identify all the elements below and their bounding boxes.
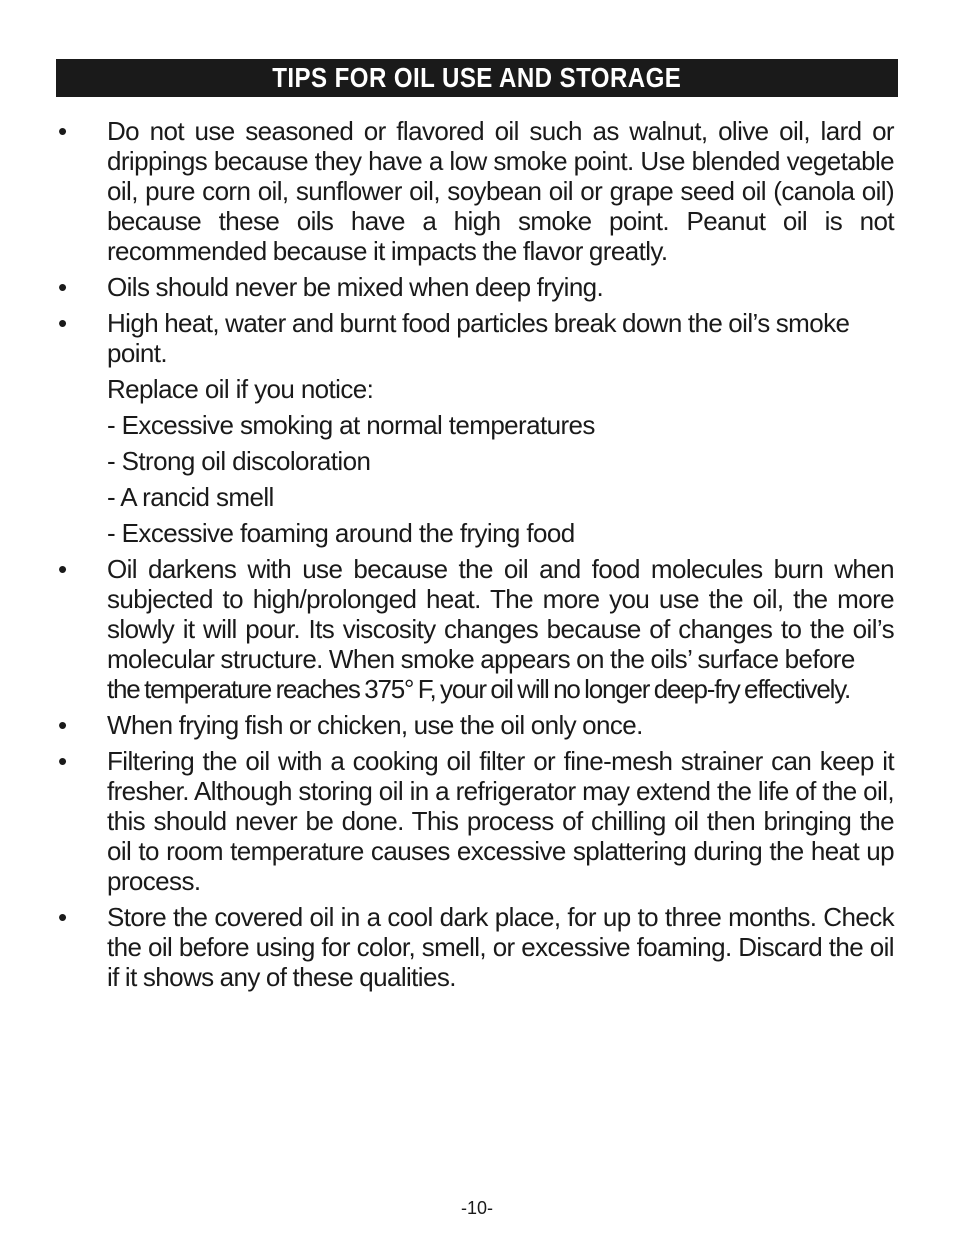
bullet-icon: • xyxy=(58,116,68,146)
bullet-icon: • xyxy=(58,746,68,776)
list-item xyxy=(56,116,894,266)
item-text: Do not use seasoned or flavored oil such as walnut, olive oil, lard or drippings because they have a low smoke point. Use blended vegetable oil, pure corn oil, sunflower oil, soybean oil or grape seed oil (canola oil) because these oils have a high smoke point. Peanut oil is not recommended because it impacts the flavor greatly. xyxy=(107,116,894,266)
list-item xyxy=(56,272,894,302)
list-item xyxy=(56,710,894,740)
item-text: Store the covered oil in a cool dark place, for up to three months. Check the oil before using for color, smell, or excessive foaming. Discard the oil if it shows any of these qualities. xyxy=(107,902,894,992)
bullet-icon: • xyxy=(58,308,68,338)
list-item xyxy=(56,746,894,896)
bullet-icon: • xyxy=(58,710,68,740)
bullet-icon: • xyxy=(58,554,68,584)
replace-oil-intro: Replace oil if you notice: xyxy=(107,374,374,404)
tips-list xyxy=(56,116,894,998)
sublist-item: - Excessive smoking at normal temperatures xyxy=(107,410,595,440)
section-title: TIPS FOR OIL USE AND STORAGE xyxy=(272,62,682,93)
item-text: When frying fish or chicken, use the oil only once. xyxy=(107,710,643,740)
item-text: Filtering the oil with a cooking oil filter or fine-mesh strainer can keep it fresher. Although storing oil in a refrigerator may extend the life of the oil, this should never be done. This process of chilling oil then bringing the oil to room temperature causes excessive splattering during the heat up process. xyxy=(107,746,894,896)
section-title-bar xyxy=(56,59,898,97)
item-text: Oils should never be mixed when deep frying. xyxy=(107,272,604,302)
bullet-icon: • xyxy=(58,272,68,302)
sublist-item: - Strong oil discoloration xyxy=(107,446,371,476)
page-number: -10- xyxy=(460,1198,493,1218)
item-text: High heat, water and burnt food particles break down the oil’s smoke point. xyxy=(107,308,850,368)
sublist-item: - Excessive foaming around the frying food xyxy=(107,518,575,548)
list-item xyxy=(56,902,894,992)
list-item xyxy=(56,554,894,704)
list-item xyxy=(56,308,894,548)
bullet-icon: • xyxy=(58,902,68,932)
sublist-item: - A rancid smell xyxy=(107,482,274,512)
item-text-last-line: the temperature reaches 375° F, your oil will no longer deep-fry effectively. xyxy=(107,674,851,704)
item-text: Oil darkens with use because the oil and food molecules burn when subjected to high/prolonged heat. The more you use the oil, the more slowly it will pour. Its viscosity changes because of changes to the oil’s molecular structure. When smoke appears on the oils’ surface before xyxy=(107,554,894,674)
